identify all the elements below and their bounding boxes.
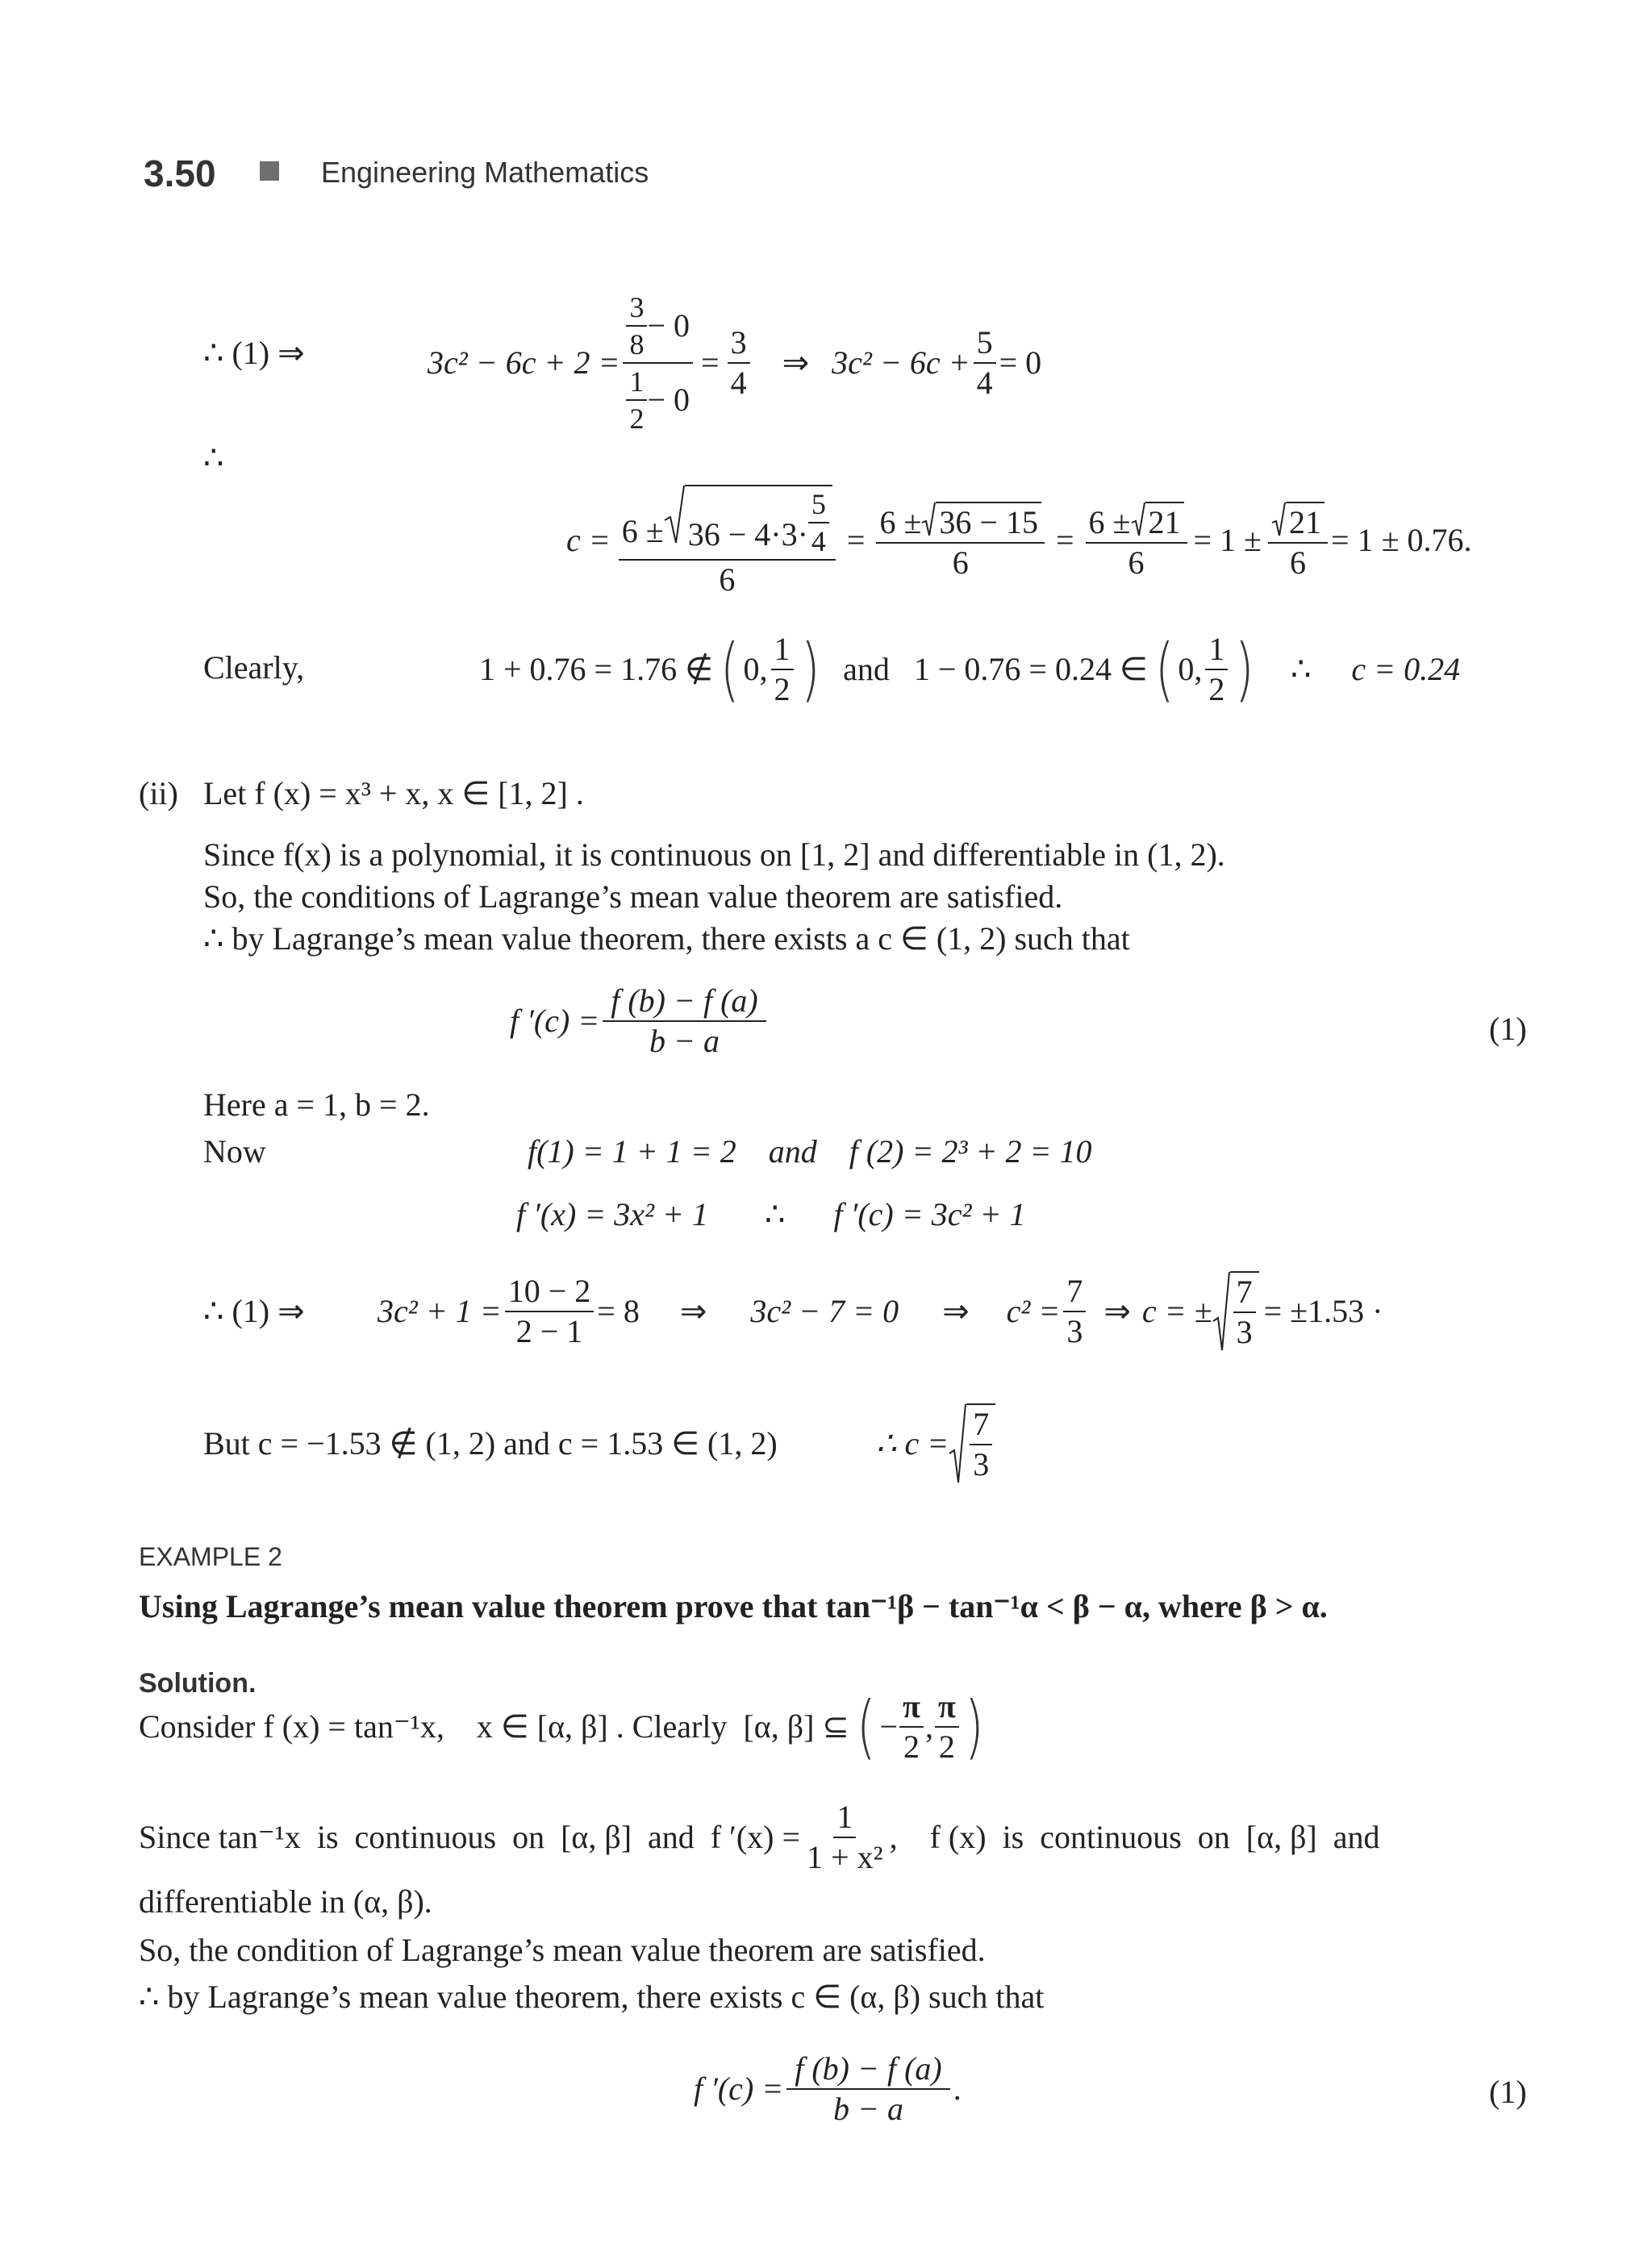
eq1-res-den: 4 xyxy=(976,365,993,401)
sqrt-sign-4 xyxy=(1271,502,1325,539)
eq1-e: 2 xyxy=(629,402,645,435)
eq1-lhs: 3c² − 6c + 2 = xyxy=(428,344,620,381)
interval-zero-2: 0, xyxy=(1178,651,1203,687)
eq2-r7d: 3 xyxy=(1236,1314,1253,1350)
consider-text: Consider f (x) = tan⁻¹x, x ∈ [α, β] . Clearly [α, β] ⊆ xyxy=(139,1708,849,1745)
final-7d: 3 xyxy=(973,1446,990,1482)
mvt-lhs-2: f ′(c) = xyxy=(694,2070,784,2107)
eq1-row xyxy=(428,266,1041,460)
close-paren-2: ) xyxy=(1235,629,1254,710)
quad-d4: 6 xyxy=(1290,544,1307,581)
eq1-r-num: 3 xyxy=(728,327,750,364)
quad-d1: 6 xyxy=(719,561,736,598)
therefore-symbol: ∴ xyxy=(203,440,224,476)
mvt-den-2: b − a xyxy=(833,2091,903,2127)
quad-n4-rad: 21 xyxy=(1286,502,1325,539)
eq2-implies-2: ⇒ xyxy=(942,1293,970,1329)
interval-den-2: 2 xyxy=(1208,671,1225,707)
sqrt-sign-3 xyxy=(1131,502,1184,539)
part-ii-label: (ii) xyxy=(139,775,178,811)
therefore-c: ∴ c = xyxy=(876,1425,949,1462)
deriv-row xyxy=(516,1196,1026,1232)
quad-rad-num: 5 xyxy=(808,490,829,523)
eq2-eight: = 8 xyxy=(597,1293,640,1329)
pi-num-2: π xyxy=(935,1691,959,1728)
eq2-lhs: 3c² + 1 = xyxy=(378,1293,502,1329)
pi-den-1: 2 xyxy=(903,1728,920,1765)
clearly-conclusion: c = 0.24 xyxy=(1351,651,1461,687)
part-ii-line3: ∴ by Lagrange’s mean value theorem, there exists a c ∈ (1, 2) such that xyxy=(203,920,1130,957)
mvt-formula-1 xyxy=(510,973,770,1070)
quad-n2-rad: 36 − 15 xyxy=(936,502,1041,539)
eq2-result: = ±1.53 · xyxy=(1263,1293,1383,1329)
eq2-seven-thirds xyxy=(1063,1275,1086,1348)
interval-num-2: 1 xyxy=(1205,633,1228,670)
mvt-frac-1 xyxy=(603,982,766,1059)
quad-c: c = xyxy=(566,522,611,558)
values-line: f(1) = 1 + 1 = 2 and f (2) = 2³ + 2 = 10 xyxy=(528,1133,1092,1170)
quad-rad-den: 4 xyxy=(811,525,826,557)
mvt-frac-2 xyxy=(786,2050,950,2127)
mvt-period: . xyxy=(953,2070,962,2107)
sqrt-sign-2 xyxy=(921,502,1041,539)
open-paren-2: ( xyxy=(1154,629,1174,710)
therefore-c-row xyxy=(876,1387,995,1500)
quad-one-pm: = 1 ± xyxy=(1193,522,1262,558)
quadratic-row xyxy=(566,468,1472,613)
eq1-equals: = xyxy=(701,344,720,381)
part-ii-let: Let f (x) = x³ + x, x ∈ [1, 2] . xyxy=(203,775,584,811)
pi-neg: − xyxy=(879,1708,899,1745)
eq1-compound-fraction xyxy=(623,293,693,433)
deriv-b: f ′(c) = 3c² + 1 xyxy=(833,1196,1026,1232)
quad-n1-rad: 36 − 4·3· xyxy=(687,516,808,553)
eq1-five-quarters xyxy=(974,324,996,401)
eq2-csq: c² = xyxy=(1006,1293,1061,1329)
mvt-lhs-1: f ′(c) = xyxy=(510,1003,600,1039)
quad-n2-pre: 6 ± xyxy=(879,504,922,540)
quad-frac-1 xyxy=(619,485,836,596)
open-paren-3: ( xyxy=(856,1687,876,1767)
part-ii-line1: Since f(x) is a polynomial, it is continuous on [1, 2] and differentiable in (1, 2). xyxy=(203,836,1225,873)
eq1-res-tail: = 0 xyxy=(999,344,1042,381)
deriv-num: 1 xyxy=(833,1801,856,1838)
quad-d3: 6 xyxy=(1128,544,1145,581)
eq2-c-pm: c = ± xyxy=(1141,1293,1212,1329)
since-b: , f (x) is continuous on [α, β] and xyxy=(889,1819,1380,1855)
eq-number-2: (1) xyxy=(1489,2074,1527,2110)
eq1-c: − 0 xyxy=(647,307,690,344)
mvt-formula-2 xyxy=(694,2041,962,2137)
close-paren-3: ) xyxy=(964,1687,984,1767)
deriv-den: 1 + x² xyxy=(807,1839,883,1875)
close-paren-1: ) xyxy=(800,629,820,710)
now-label: Now xyxy=(203,1133,266,1170)
eq1-implies: ⇒ xyxy=(782,344,810,381)
pi-den-2: 2 xyxy=(938,1728,955,1765)
eq1-three-quarters xyxy=(728,324,750,401)
sqrt-sign-1 xyxy=(664,485,832,556)
eq1-a: 3 xyxy=(626,293,647,327)
deriv-frac xyxy=(803,1801,886,1874)
open-paren-1: ( xyxy=(720,629,740,710)
header-square-bullet xyxy=(260,161,279,181)
clearly-label: Clearly, xyxy=(203,649,305,686)
mvt-num-1: f (b) − f (a) xyxy=(603,985,766,1022)
line-cond: So, the condition of Lagrange’s mean value theorem are satisfied. xyxy=(139,1932,986,1968)
solution-label: Solution. xyxy=(139,1668,257,1699)
clearly-therefore: ∴ xyxy=(1290,651,1312,687)
eq2-mid: 3c² − 7 = 0 xyxy=(750,1293,899,1329)
quad-n3-rad: 21 xyxy=(1145,502,1184,539)
eq2-implies-1: ⇒ xyxy=(679,1293,707,1329)
since-row xyxy=(139,1797,1552,1878)
but-line: But c = −1.53 ∉ (1, 2) and c = 1.53 ∈ (1, 2) xyxy=(203,1425,778,1462)
eq1-r-den: 4 xyxy=(730,365,747,401)
eq1-res-lhs: 3c² − 6c + xyxy=(832,344,970,381)
consider-row xyxy=(139,1683,987,1771)
interval-num-1: 1 xyxy=(771,633,794,670)
pi-num-1: π xyxy=(899,1691,924,1728)
eq2-implies-3: ⇒ xyxy=(1103,1293,1131,1329)
eq1-d: 1 xyxy=(626,367,647,401)
deriv-a: f ′(x) = 3x² + 1 xyxy=(516,1196,708,1232)
sqrt-sign-5 xyxy=(1212,1271,1259,1352)
eq2-r7n: 7 xyxy=(1233,1276,1256,1313)
line-exists: ∴ by Lagrange’s mean value theorem, there exists c ∈ (α, β) such that xyxy=(139,1979,1045,2015)
eq-number-1: (1) xyxy=(1489,1011,1527,1047)
eq2-num: 10 − 2 xyxy=(505,1275,594,1312)
quad-n1-pre: 6 ± xyxy=(621,513,664,549)
quad-eq-2: = xyxy=(1055,522,1074,558)
eq1-f: − 0 xyxy=(647,382,690,418)
eq1-b: 8 xyxy=(629,328,645,361)
quad-result: = 1 ± 0.76. xyxy=(1331,522,1472,558)
mvt-den-1: b − a xyxy=(649,1023,720,1059)
page-number: 3.50 xyxy=(144,152,216,194)
therefore-implies-1: ∴ (1) ⇒ xyxy=(203,335,305,371)
example-heading: EXAMPLE 2 xyxy=(139,1542,282,1571)
clearly-b: 1 − 0.76 = 0.24 ∈ xyxy=(913,651,1148,687)
eq2-den: 2 − 1 xyxy=(515,1313,583,1349)
quad-frac-2 xyxy=(876,502,1045,579)
clearly-row xyxy=(479,621,1460,718)
quad-n3-pre: 6 ± xyxy=(1088,504,1131,540)
eq1-res-num: 5 xyxy=(974,327,996,364)
eq2-row xyxy=(378,1255,1383,1368)
quad-eq-1: = xyxy=(846,522,866,558)
eq2-frac xyxy=(505,1275,594,1348)
quad-d2: 6 xyxy=(952,544,969,581)
here-line: Here a = 1, b = 2. xyxy=(203,1086,430,1123)
eq2-7d: 3 xyxy=(1066,1313,1083,1349)
since-c: differentiable in (α, β). xyxy=(139,1883,432,1920)
interval-den-1: 2 xyxy=(774,671,791,707)
sqrt-sign-6 xyxy=(949,1403,995,1484)
final-7n: 7 xyxy=(970,1408,992,1445)
quad-frac-3 xyxy=(1086,502,1187,579)
example-statement: Using Lagrange’s mean value theorem prove that tan⁻¹β − tan⁻¹α < β − α, where β > α. xyxy=(139,1588,1328,1624)
deriv-therefore: ∴ xyxy=(765,1196,786,1232)
part-ii-line2: So, the conditions of Lagrange’s mean value theorem are satisfied. xyxy=(203,878,1063,915)
quad-frac-4 xyxy=(1268,502,1328,579)
pi-comma: , xyxy=(924,1708,933,1745)
clearly-a: 1 + 0.76 = 1.76 ∉ xyxy=(479,651,713,687)
and-word: and xyxy=(843,651,890,687)
eq2-7n: 7 xyxy=(1063,1275,1086,1312)
interval-zero-1: 0, xyxy=(743,651,768,687)
book-title: Engineering Mathematics xyxy=(321,156,649,189)
therefore-implies-2: ∴ (1) ⇒ xyxy=(203,1293,305,1329)
mvt-num-2: f (b) − f (a) xyxy=(786,2053,950,2090)
since-a: Since tan⁻¹x is continuous on [α, β] and f ′(x) = xyxy=(139,1819,801,1855)
